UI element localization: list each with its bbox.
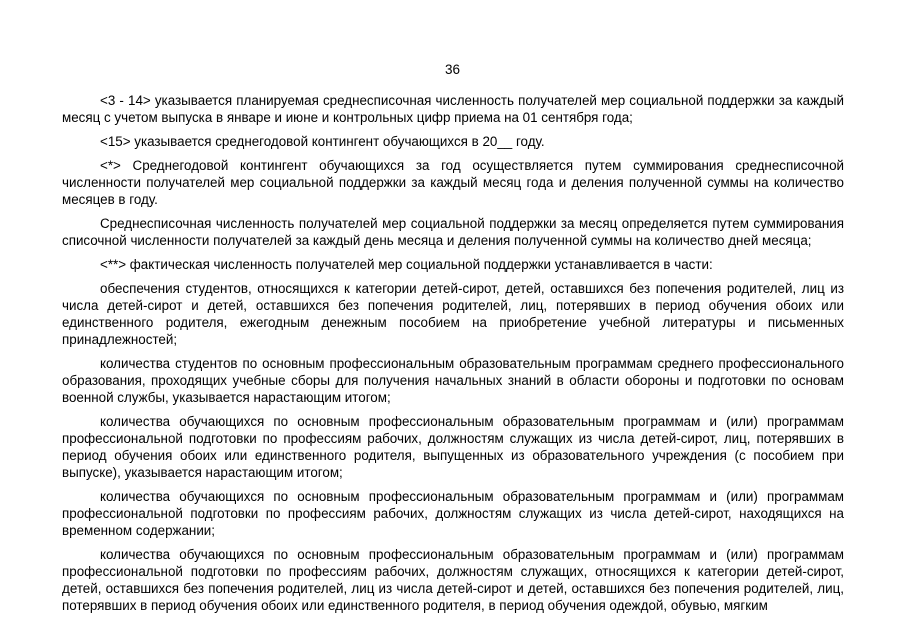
paragraph-training-camps: количества студентов по основным профессиональным образовательным программам среднего профессионального образования, проходящих учебные сборы для получения начальных знаний в области обороны и подготовки по основам военной службы, указывается нарастающим итогом;	[62, 356, 844, 405]
paragraph-allowance: обеспечения студентов, относящихся к категории детей-сирот, детей, оставшихся без попечения родителей, лиц из числа детей-сирот и детей, оставшихся без попечения родителей, лиц, потерявших в период обучения обоих или единственного родителя, ежегодным денежным пособием на приобретение учебной литературы и письменных принадлежностей;	[62, 281, 844, 347]
page-number: 36	[444, 62, 461, 77]
document-body	[62, 92, 844, 621]
note-double-asterisk: <**> фактическая численность получателей мер социальной поддержки устанавливается в части:	[100, 257, 713, 272]
footnote-3-14: <3 - 14> указывается планируемая среднесписочная численность получателей мер социальной поддержки за каждый месяц с учетом выпуска в январе и июне и контрольных цифр приема на 01 сентября года;	[62, 93, 844, 125]
paragraph-monthly-average: Среднесписочная численность получателей мер социальной поддержки за месяц определяется путем суммирования списочной численности получателей за каждый день месяца и деления полученной суммы на количество дней месяца;	[62, 216, 844, 248]
paragraph-clothing-provision: количества обучающихся по основным профессиональным образовательным программам и (или) программам профессиональной подготовки по профессиям рабочих, должностям служащих, относящихся к категории детей-сирот, детей, оставшихся без попечения родителей, лиц из числа детей-сирот и детей, оставшихся без попечения родителей, лиц, потерявших в период обучения обоих или единственного родителя, в период обучения одеждой, обувью, мягким	[62, 547, 844, 613]
paragraph-graduates: количества обучающихся по основным профессиональным образовательным программам и (или) программам профессиональной подготовки по профессиям рабочих, должностям служащих из числа детей-сирот, лиц, потерявших в период обучения обоих или единственного родителя, выпущенных из образовательного учреждения (с пособием при выпуске), указывается нарастающим итогом;	[62, 414, 844, 480]
footnote-15: <15> указывается среднегодовой контингент обучающихся в 20__ году.	[100, 134, 545, 149]
paragraph-temporary-support: количества обучающихся по основным профессиональным образовательным программам и (или) программам профессиональной подготовки по профессиям рабочих, должностям служащих из числа детей-сирот, находящихся на временном содержании;	[62, 489, 844, 538]
note-asterisk: <*> Среднегодовой контингент обучающихся за год осуществляется путем суммирования среднесписочной численности получателей мер социальной поддержки за каждый месяц года и деления полученной суммы на количество месяцев в году.	[62, 158, 844, 207]
